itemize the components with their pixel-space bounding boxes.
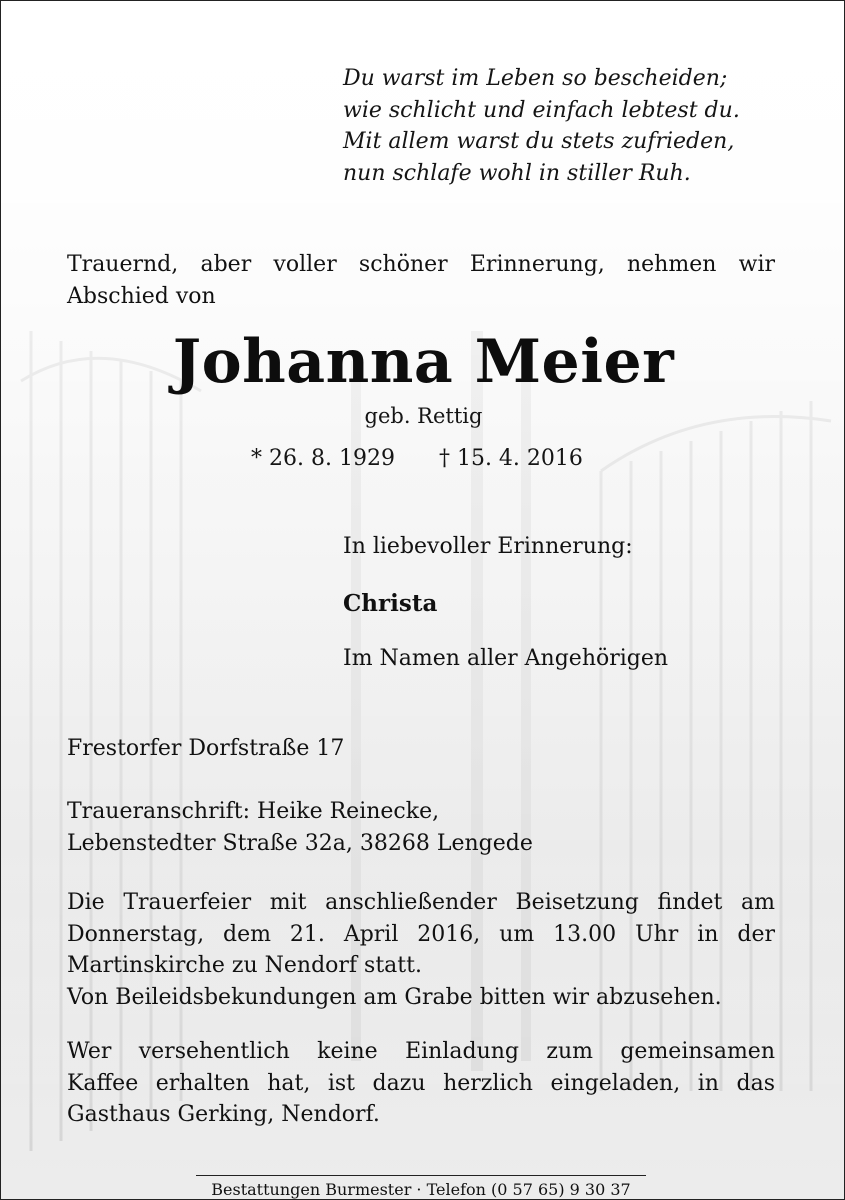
mourning-address bbox=[67, 796, 533, 859]
verse-line: nun schlafe wohl in stiller Ruh. bbox=[343, 160, 691, 186]
home-address: Frestorfer Dorfstraße 17 bbox=[67, 736, 345, 761]
service-line: Donnerstag, dem 21. April 2016, um 13.00 Uhr in der bbox=[67, 921, 775, 947]
relatives-line: Im Namen aller Angehörigen bbox=[343, 646, 669, 671]
verse-line: Du warst im Leben so bescheiden; bbox=[343, 66, 728, 91]
verse-line: wie schlicht und einfach lebtest du. bbox=[343, 97, 740, 123]
birth-date: * 26. 8. 1929 bbox=[251, 446, 395, 471]
death-date: † 15. 4. 2016 bbox=[438, 446, 583, 471]
funeral-service-text bbox=[67, 887, 775, 1013]
deceased-name: Johanna Meier bbox=[172, 327, 675, 397]
mourning-address-line: Lebenstedter Straße 32a, 38268 Lengede bbox=[67, 830, 533, 856]
mourner-name: Christa bbox=[343, 590, 438, 617]
funeral-home-footer: Bestattungen Burmester · Telefon (0 57 65) 9 30 37 bbox=[196, 1175, 646, 1199]
service-line: Martinskirche zu Nendorf statt. bbox=[67, 953, 422, 978]
service-line: Die Trauerfeier mit anschließender Beisetzung findet am bbox=[67, 890, 775, 915]
service-line: Von Beileidsbekundungen am Grabe bitten wir abzusehen. bbox=[67, 984, 722, 1010]
coffee-invitation-text bbox=[67, 1036, 775, 1131]
life-dates bbox=[251, 446, 611, 471]
memory-line: In liebevoller Erinnerung: bbox=[343, 534, 633, 559]
coffee-line: Wer versehentlich keine Einladung zum gemeinsamen bbox=[67, 1039, 775, 1064]
verse-line: Mit allem warst du stets zufrieden, bbox=[343, 129, 735, 154]
mourning-address-line: Traueranschrift: Heike Reinecke, bbox=[67, 799, 440, 824]
coffee-line: Gasthaus Gerking, Nendorf. bbox=[67, 1102, 380, 1127]
verse bbox=[343, 63, 803, 189]
intro-text: Trauernd, aber voller schöner Erinnerung, nehmen wir Abschied von bbox=[67, 252, 775, 309]
coffee-line: Kaffee erhalten hat, ist dazu herzlich eingeladen, in das bbox=[67, 1070, 775, 1096]
birth-name: geb. Rettig bbox=[364, 404, 483, 428]
